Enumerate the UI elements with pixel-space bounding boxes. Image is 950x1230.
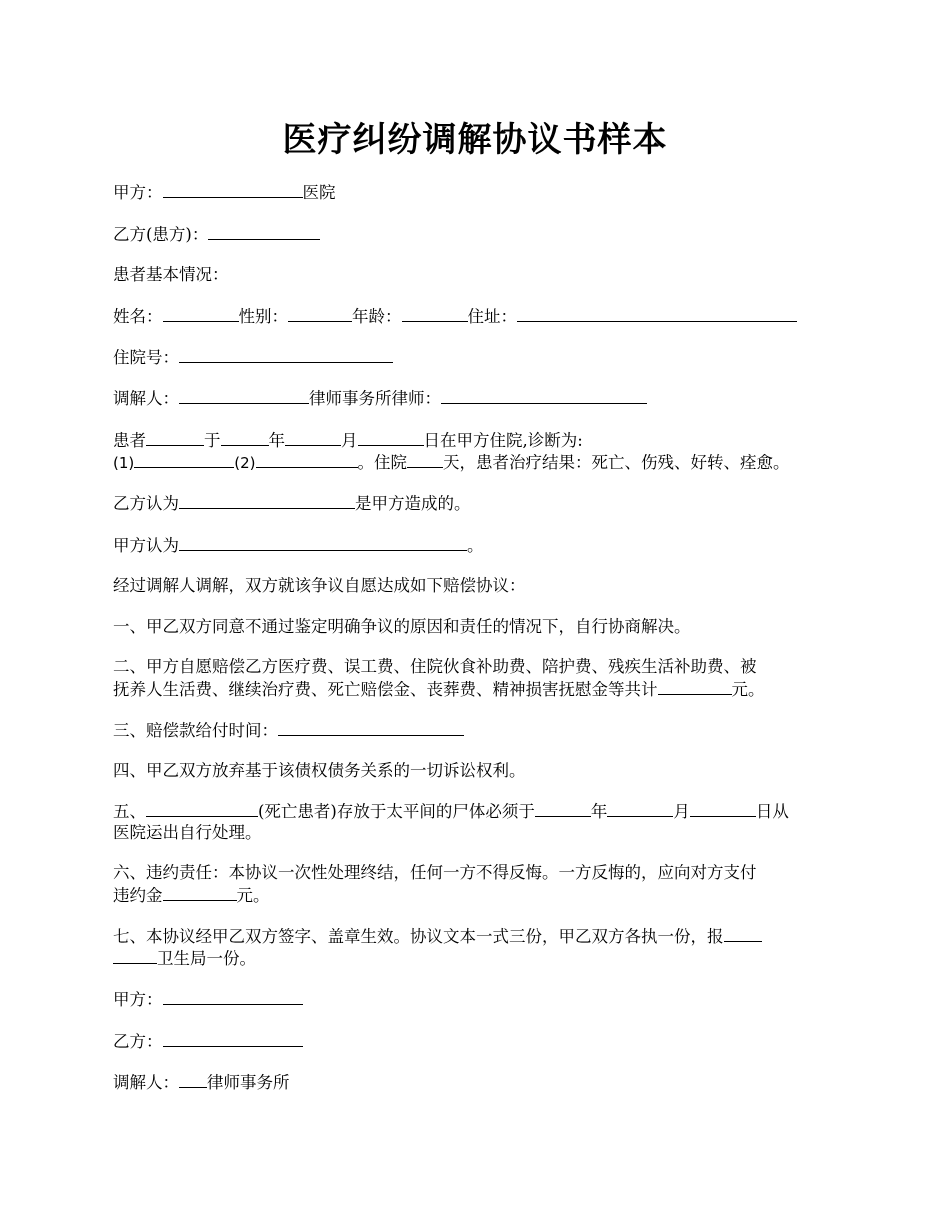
party-a-blank[interactable]	[163, 181, 303, 198]
health-bureau-blank-2[interactable]	[113, 947, 157, 964]
stay-days-blank[interactable]	[407, 451, 443, 468]
clause-7-line-2	[113, 947, 843, 970]
patient-name-blank[interactable]	[146, 429, 204, 446]
admission-line	[113, 346, 843, 369]
clause-7-suffix: 卫生局一份。	[157, 949, 256, 968]
clause-7-text: 七、本协议经甲乙双方签字、盖章生效。协议文本一式三份，甲乙双方各执一份，报	[113, 927, 724, 946]
clause-5-prefix: 五、	[113, 802, 146, 821]
party-a-suffix: 医院	[302, 183, 336, 202]
deceased-name-blank[interactable]	[146, 800, 258, 817]
diagnosis-item1: (1)	[113, 454, 135, 472]
clause-4: 四、甲乙双方放弃基于该债权债务关系的一切诉讼权利。	[113, 761, 526, 780]
document-title: 医疗纠纷调解协议书样本	[282, 120, 668, 160]
party-a-view-prefix: 甲方认为	[113, 536, 179, 555]
payment-time-blank[interactable]	[278, 719, 464, 736]
party-a-view-line	[113, 534, 843, 557]
health-bureau-blank-1[interactable]	[724, 925, 762, 942]
diagnosis-month: 月	[341, 431, 358, 450]
name-label: 姓名：	[113, 307, 163, 326]
sign-party-b	[113, 1030, 843, 1053]
clause-6-line-2	[113, 884, 843, 907]
removal-month-blank[interactable]	[607, 800, 673, 817]
clause-3-label: 三、赔偿款给付时间：	[113, 721, 278, 740]
year-blank[interactable]	[221, 429, 269, 446]
sign-party-a-label: 甲方：	[113, 990, 163, 1009]
diagnosis-stay: 。住院	[357, 453, 407, 472]
clause-5-line-1	[113, 800, 843, 823]
clause-5-middle: (死亡患者)存放于太平间的尸体必须于	[258, 802, 535, 821]
day-blank[interactable]	[358, 429, 424, 446]
age-label: 年龄：	[352, 307, 402, 326]
lawyer-blank[interactable]	[441, 387, 647, 404]
month-blank[interactable]	[285, 429, 341, 446]
sign-party-b-blank[interactable]	[163, 1030, 303, 1047]
removal-day-blank[interactable]	[690, 800, 756, 817]
diagnosis-line-2	[113, 451, 843, 474]
clause-5-day: 日从	[755, 802, 789, 821]
sign-party-b-label: 乙方：	[113, 1032, 163, 1051]
clause-6-unit: 元。	[236, 886, 270, 905]
clause-2-unit: 元。	[731, 680, 765, 699]
sign-mediator-suffix: 律师事务所	[207, 1073, 290, 1092]
party-a-label: 甲方：	[113, 183, 163, 202]
patient-fields-line	[113, 305, 843, 328]
address-blank[interactable]	[517, 305, 797, 322]
sign-party-a	[113, 988, 843, 1011]
clause-5-line-2: 医院运出自行处理。	[113, 823, 262, 842]
clause-2-line-2	[113, 678, 843, 701]
total-amount-blank[interactable]	[658, 678, 732, 695]
admission-blank[interactable]	[179, 346, 393, 363]
removal-year-blank[interactable]	[535, 800, 591, 817]
party-a-line	[113, 181, 843, 204]
patient-info-heading: 患者基本情况：	[113, 265, 229, 284]
admission-label: 住院号：	[113, 348, 179, 367]
gender-blank[interactable]	[288, 305, 352, 322]
mediator-line	[113, 387, 843, 410]
gender-label: 性别：	[238, 307, 288, 326]
diagnosis-result: 天，患者治疗结果：死亡、伤残、好转、痊愈。	[443, 453, 790, 472]
clause-3	[113, 719, 843, 742]
clause-7-line-1	[113, 925, 843, 948]
party-b-view-suffix: 是甲方造成的。	[355, 494, 471, 513]
diagnosis-item2-blank[interactable]	[256, 451, 358, 468]
sign-party-a-blank[interactable]	[163, 988, 303, 1005]
name-blank[interactable]	[163, 305, 239, 322]
party-b-view-prefix: 乙方认为	[113, 494, 179, 513]
sign-mediator-blank[interactable]	[179, 1071, 207, 1088]
party-a-view-suffix: 。	[467, 536, 484, 555]
clause-2-line-1: 二、甲方自愿赔偿乙方医疗费、误工费、住院伙食补助费、陪护费、残疾生活补助费、被	[113, 657, 757, 676]
intro-line: 经过调解人调解，双方就该争议自愿达成如下赔偿协议：	[113, 576, 526, 595]
clause-5-year: 年	[590, 802, 608, 821]
diagnosis-patient: 患者	[113, 431, 146, 450]
diagnosis-item1-blank[interactable]	[134, 451, 234, 468]
clause-5-month: 月	[673, 802, 690, 821]
sign-mediator	[113, 1071, 843, 1094]
clause-6-line-1: 六、违约责任：本协议一次性处理终结，任何一方不得反悔。一方反悔的，应向对方支付	[113, 863, 757, 882]
clause-6-prefix: 违约金	[113, 886, 163, 905]
clause-2-text: 抚养人生活费、继续治疗费、死亡赔偿金、丧葬费、精神损害抚慰金等共计	[113, 680, 658, 699]
penalty-amount-blank[interactable]	[163, 884, 237, 901]
diagnosis-item2: (2)	[234, 454, 256, 472]
lawyer-label: 律师事务所律师：	[309, 389, 441, 408]
age-blank[interactable]	[402, 305, 468, 322]
diagnosis-yu: 于	[204, 431, 221, 450]
party-b-view-line	[113, 492, 843, 515]
diagnosis-day-text: 日在甲方住院,诊断为:	[423, 431, 583, 450]
party-b-label: 乙方(患方)：	[113, 225, 209, 244]
diagnosis-year: 年	[268, 431, 285, 450]
diagnosis-line-1	[113, 429, 843, 452]
party-b-blank[interactable]	[208, 223, 320, 240]
address-label: 住址：	[467, 307, 517, 326]
mediator-label: 调解人：	[113, 389, 179, 408]
sign-mediator-label: 调解人：	[113, 1073, 179, 1092]
party-b-view-blank[interactable]	[179, 492, 355, 509]
mediator-blank[interactable]	[179, 387, 309, 404]
party-a-view-blank[interactable]	[179, 534, 467, 551]
party-b-line	[113, 223, 843, 246]
clause-1: 一、甲乙双方同意不通过鉴定明确争议的原因和责任的情况下，自行协商解决。	[113, 617, 691, 636]
